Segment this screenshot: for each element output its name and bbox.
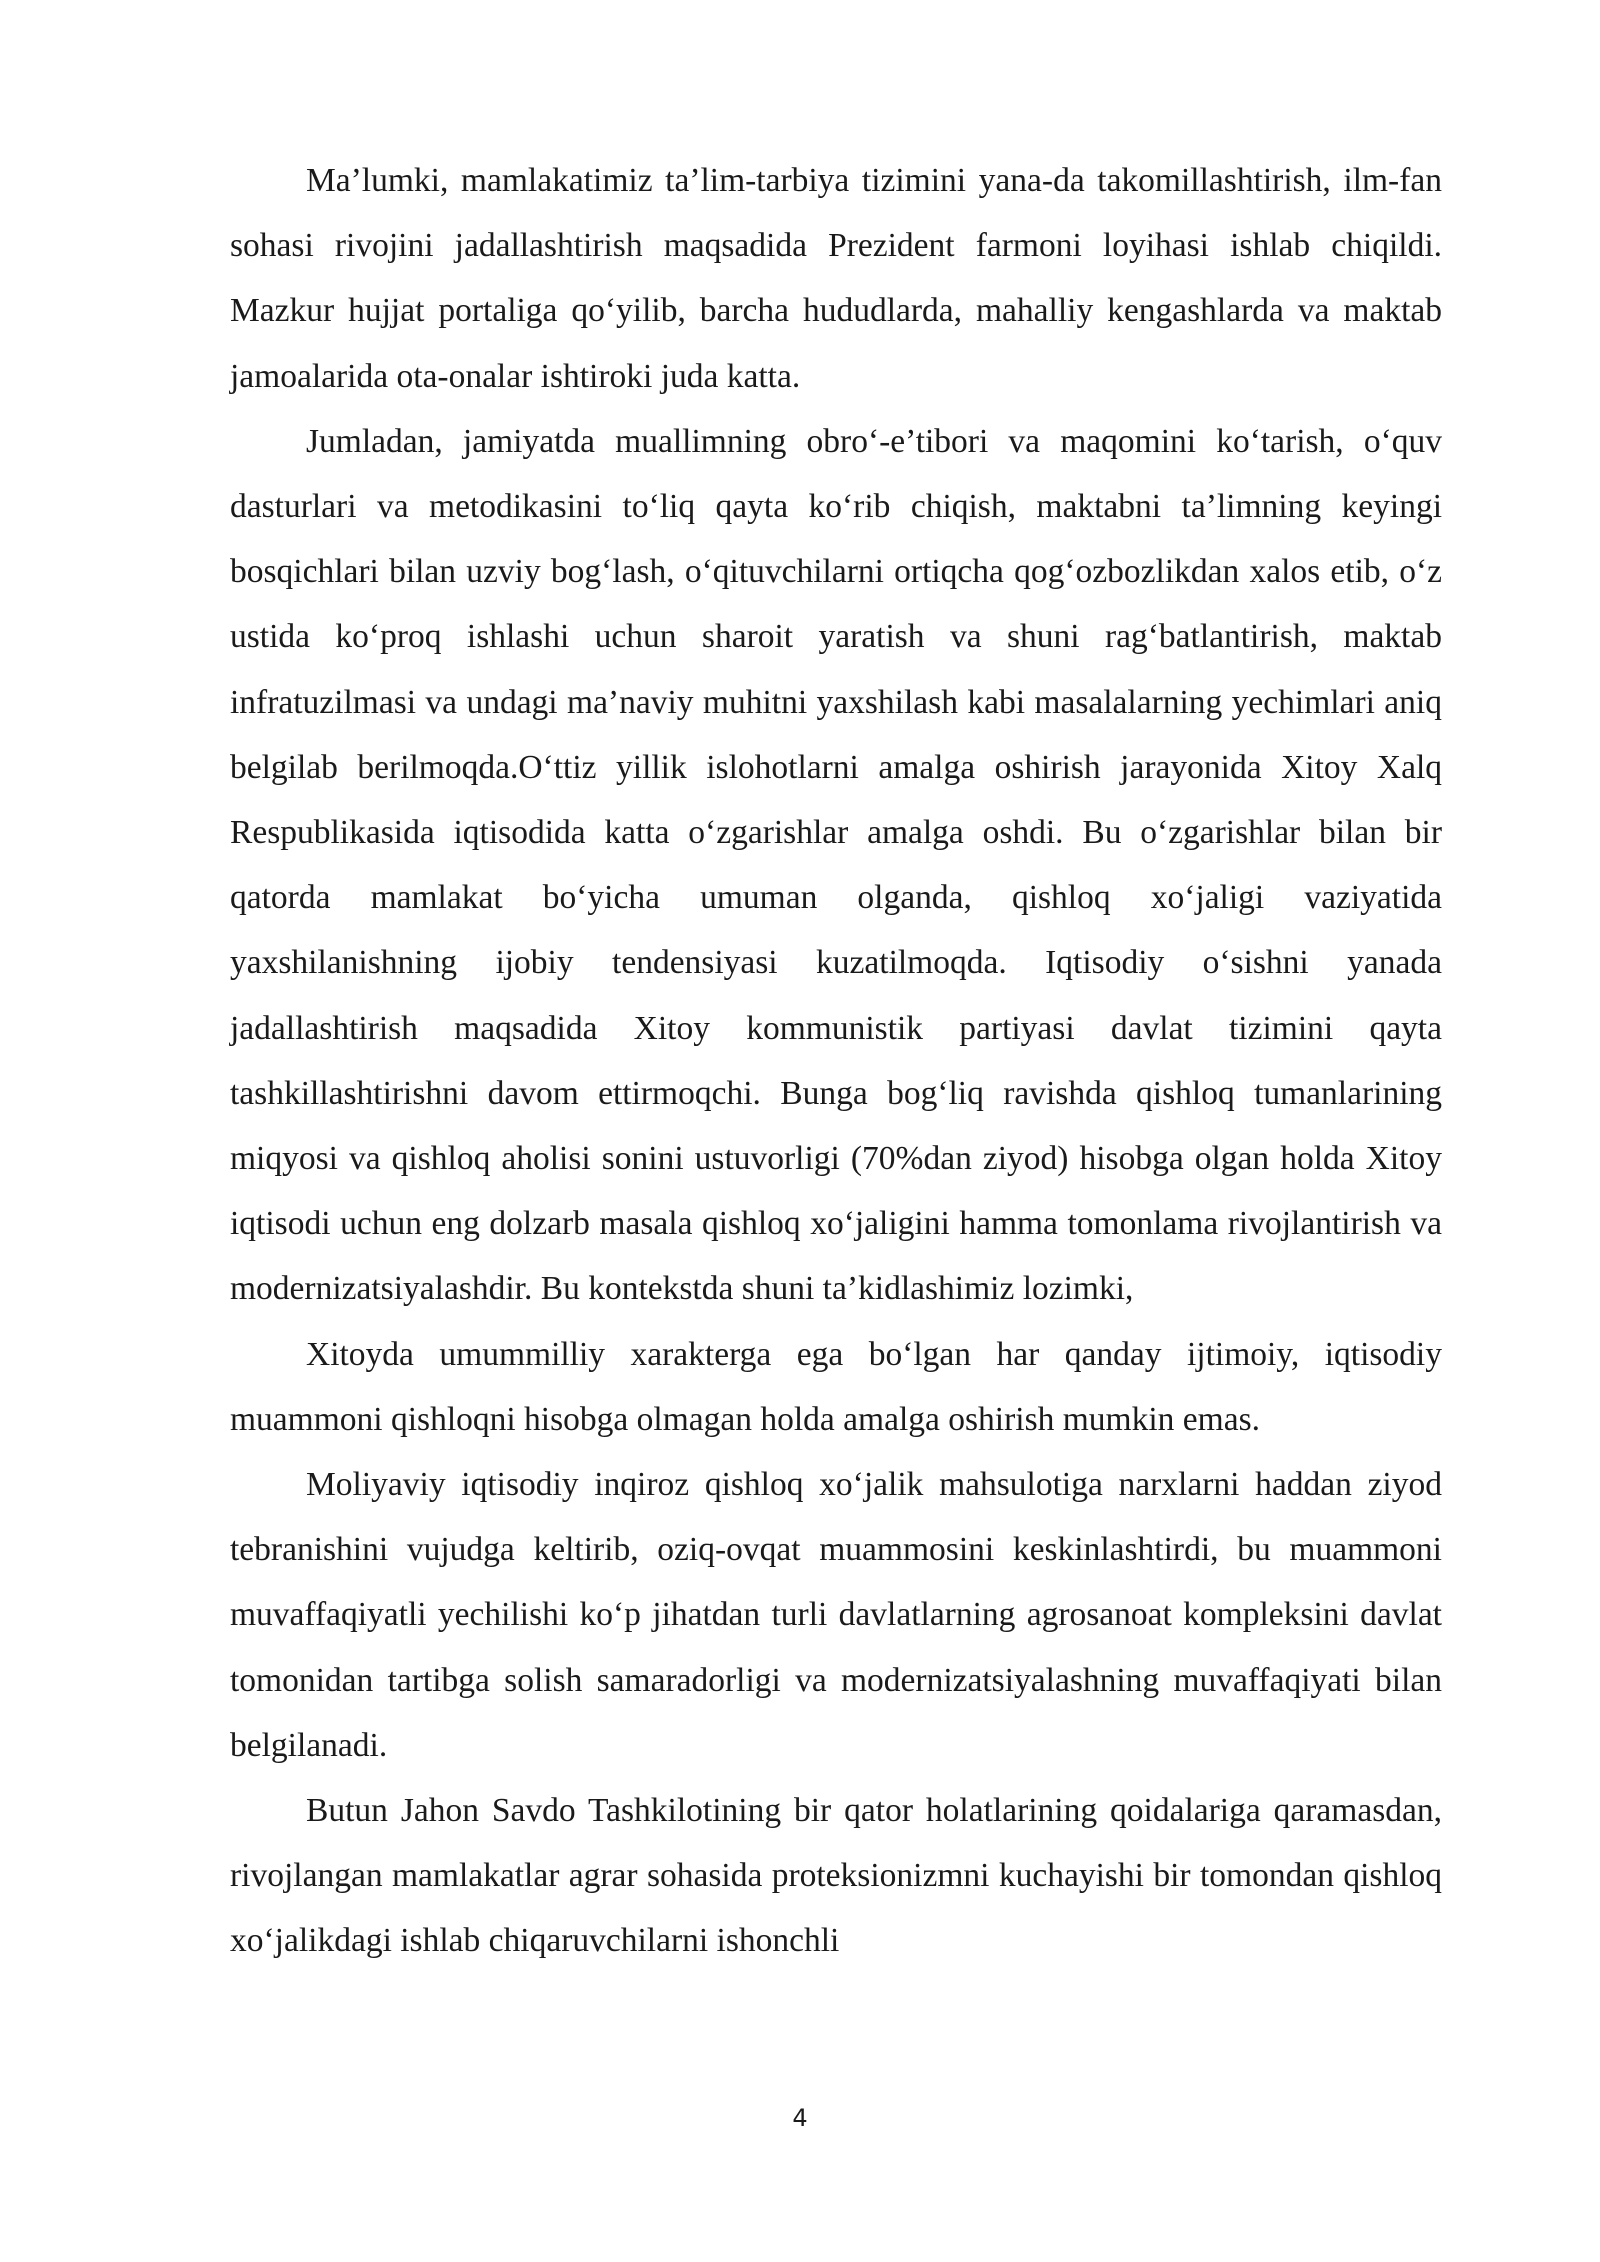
paragraph-2: Jumladan, jamiyatda muallimning obro‘-e’tibori va maqomini ko‘tarish, o‘quv dasturlari va metodikasini to‘liq qayta ko‘rib chiqish, maktabni ta’limning keyingi bosqichlari bilan uzviy bog‘lash, o‘qituvchilarni ortiqcha qog‘ozbozlikdan xalos etib, o‘z ustida ko‘proq ishlashi uchun sharoit yaratish va shuni rag‘batlantirish, maktab infratuzilmasi va undagi ma’naviy muhitni yaxshilash kabi masalalarning yechimlari aniq belgilab berilmoqda.O‘ttiz yillik islohotlarni amalga oshirish jarayonida Xitoy Xalq Respublikasida iqtisodida katta o‘zgarishlar amalga oshdi. Bu o‘zgarishlar bilan bir qatorda mamlakat bo‘yicha umuman olganda, qishloq xo‘jaligi vaziyatida yaxshilanishning ijobiy tendensiyasi kuzatilmoqda. Iqtisodiy o‘sishni yanada jadallashtirish maqsadida Xitoy kommunistik partiyasi davlat tizimini qayta tashkillashtirishni davom ettirmoqchi. Bunga bog‘liq ravishda qishloq tumanlarining miqyosi va qishloq aholisi sonini ustuvorligi (70%dan ziyod) hisobga olgan holda Xitoy iqtisodi uchun eng dolzarb masala qishloq xo‘jaligini hamma tomonlama rivojlantirish va modernizatsiyalashdir. Bu kontekstda shuni ta’kidlashimiz lozimki, [230, 422, 1442, 1308]
paragraph-1: Ma’lumki, mamlakatimiz ta’lim-tarbiya tizimini yana-da takomillashtirish, ilm-fan sohasi rivojini jadallashtirish maqsadida Prezident farmoni loyihasi ishlab chiqildi. Mazkur hujjat portaliga qo‘yilib, barcha hududlarda, mahalliy kengashlarda va maktab jamoalarida ota-onalar ishtiroki juda katta. [230, 162, 1442, 395]
paragraph-3: Xitoyda umummilliy xarakterga ega bo‘lgan har qanday ijtimoiy, iqtisodiy muammoni qishloqni hisobga olmagan holda amalga oshirish mumkin emas. [230, 1335, 1442, 1438]
paragraph-4: Moliyaviy iqtisodiy inqiroz qishloq xo‘jalik mahsulotiga narxlarni haddan ziyod tebranishini vujudga keltirib, oziq-ovqat muammosini keskinlashtirdi, bu muammoni muvaffaqiyatli yechilishi ko‘p jihatdan turli davlatlarning agrosanoat kompleksini davlat tomonidan tartibga solish samaradorligi va modernizatsiyalashning muvaffaqiyati bilan belgilanadi. [230, 1466, 1442, 1764]
body-text [230, 148, 1442, 1974]
paragraph-5: Butun Jahon Savdo Tashkilotining bir qator holatlarining qoidalariga qaramasdan, rivojlangan mamlakatlar agrar sohasida proteksionizmni kuchayishi bir tomondan qishloq xo‘jalikdagi ishlab chiqaruvchilarni ishonchli [230, 1792, 1442, 1960]
page-number: 4 [792, 2104, 808, 2132]
